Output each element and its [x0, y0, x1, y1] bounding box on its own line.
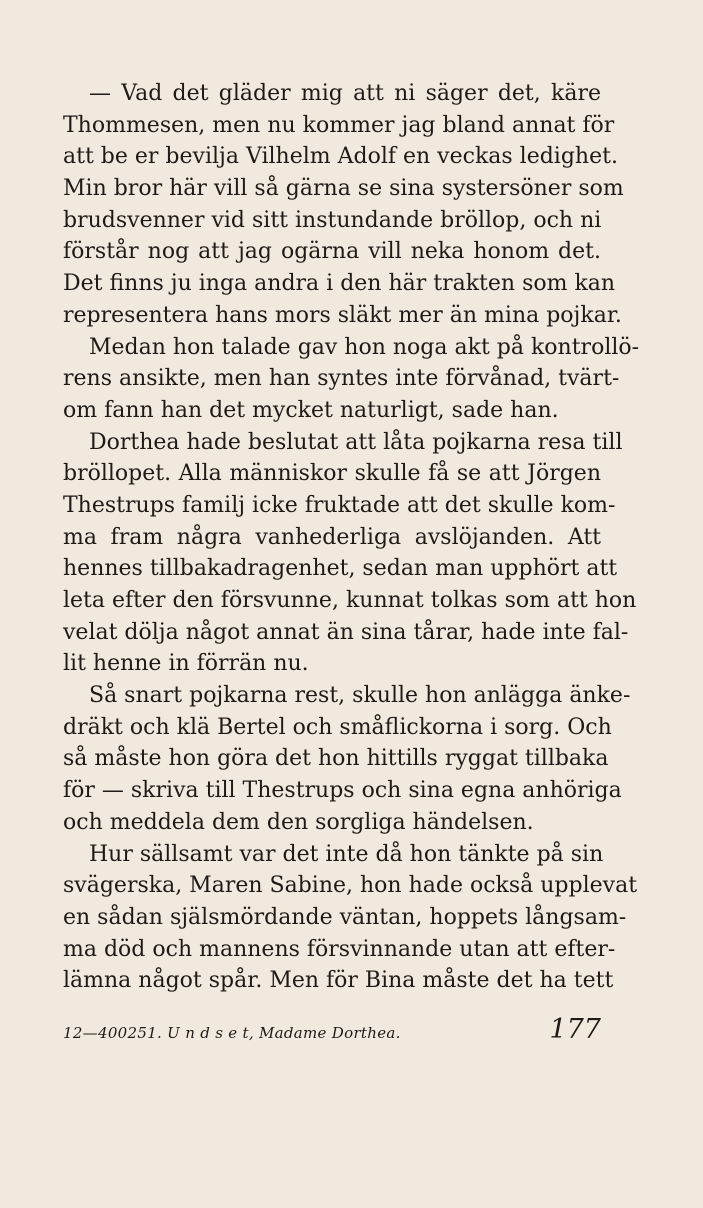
text-line: så måste hon göra det hon hittills ryggat tillbaka [63, 746, 609, 772]
text-line: Så snart pojkarna rest, skulle hon anlägga änke- [89, 683, 631, 709]
text-line: Thommesen, men nu kommer jag bland annat för [63, 112, 615, 138]
body-text [63, 78, 640, 997]
text-line: Min bror här vill så gärna se sina systersöner som [63, 176, 624, 202]
text-line: hennes tillbakadragenhet, sedan man upphört att [63, 556, 618, 582]
text-line: lit henne in förrän nu. [63, 651, 309, 677]
printer-signature: 12—400251. U n d s e t, Madame Dorthea. [63, 1024, 401, 1042]
text-line: velat dölja något annat än sina tårar, hade inte fal- [63, 619, 629, 645]
text-line: Det finns ju inga andra i den här trakten som kan [63, 271, 616, 297]
text-line: Medan hon talade gav hon noga akt på kontrollö- [89, 334, 640, 360]
text-line: — Vad det gläder mig att ni säger det, käre [89, 81, 601, 106]
text-line: Dorthea hade beslutat att låta pojkarna resa till [89, 429, 623, 455]
text-line: dräkt och klä Bertel och småflickorna i sorg. Och [63, 714, 612, 740]
text-line: rens ansikte, men han syntes inte förvånad, tvärt- [63, 366, 620, 392]
text-line: att be er bevilja Vilhelm Adolf en veckas ledighet. [63, 144, 618, 170]
text-line: bröllopet. Alla människor skulle få se att Jörgen [63, 461, 601, 487]
text-line: lämna något spår. Men för Bina måste det ha tett [63, 968, 614, 994]
page-number: 177 [549, 1014, 601, 1045]
text-line: och meddela dem den sorgliga händelsen. [63, 809, 534, 835]
text-line: förstår nog att jag ogärna vill neka honom det. [63, 239, 601, 265]
text-line: brudsvenner vid sitt instundande bröllop, och ni [63, 207, 602, 233]
text-line: för — skriva till Thestrups och sina egna anhöriga [63, 778, 622, 804]
text-line: representera hans mors släkt mer än mina pojkar. [63, 302, 622, 328]
page-footer [63, 1014, 601, 1048]
text-line: leta efter den försvunne, kunnat tolkas som att hon [63, 588, 637, 613]
text-line: svägerska, Maren Sabine, hon hade också upplevat [63, 873, 638, 899]
text-line: en sådan själsmördande väntan, hoppets långsam- [63, 904, 627, 930]
text-line: ma fram några vanhederliga avslöjanden. Att [63, 524, 601, 550]
text-line: Thestrups familj icke fruktade att det skulle kom- [63, 492, 616, 518]
text-line: om fann han det mycket naturligt, sade han. [63, 397, 559, 423]
text-line: ma död och mannens försvinnande utan att efter- [63, 936, 616, 962]
text-line: Hur sällsamt var det inte då hon tänkte på sin [89, 841, 604, 867]
